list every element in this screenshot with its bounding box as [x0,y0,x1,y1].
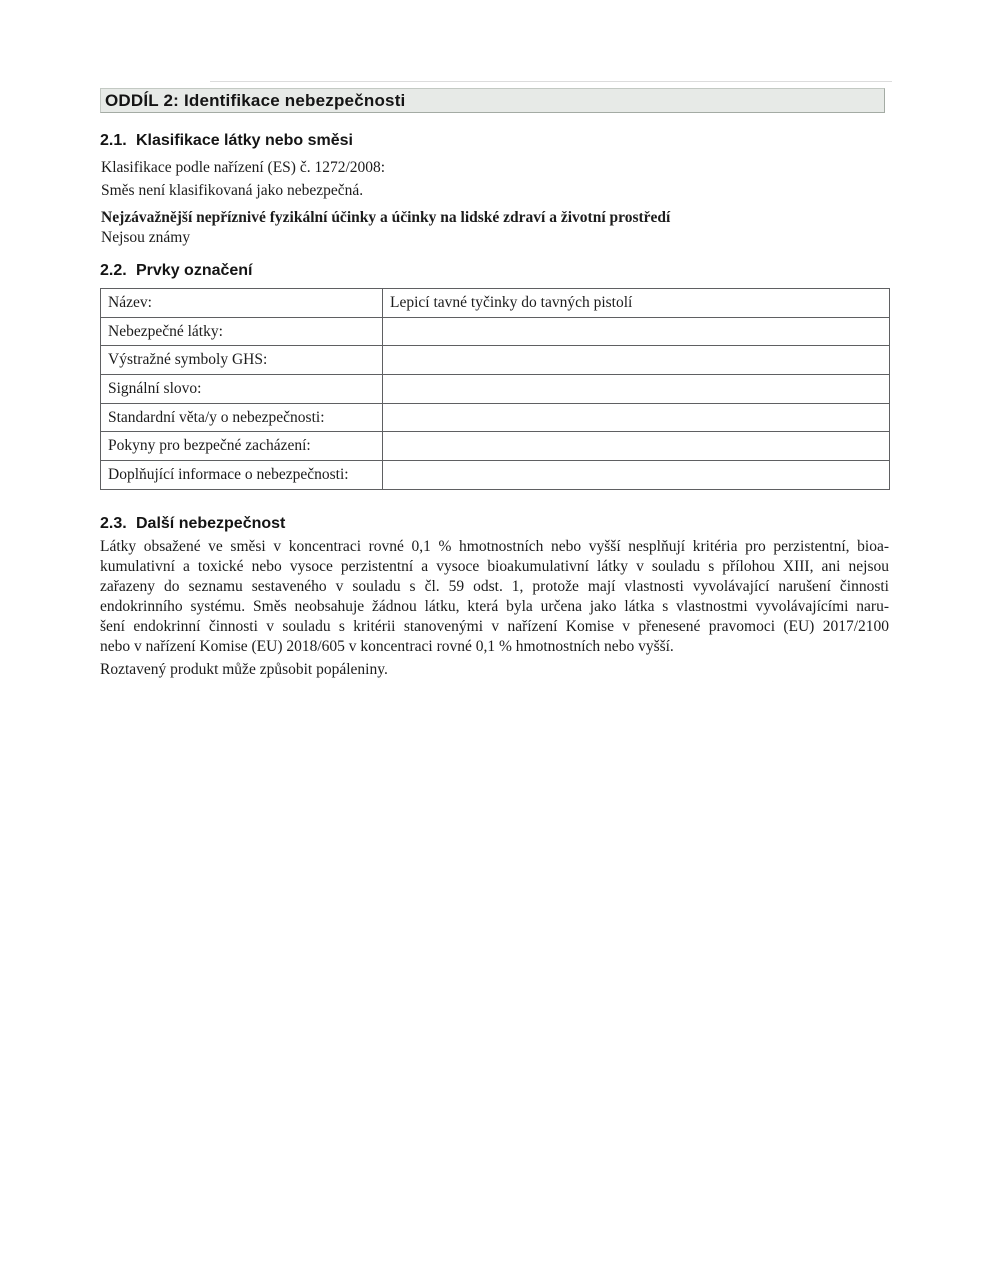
classification-intro-text: Klasifikace podle nařízení (ES) č. 1272/2008: [101,159,386,176]
table-value-cell [383,432,890,461]
paragraph-line: zařazeny do seznamu sestaveného v souladu s čl. 59 odst. 1, protože mají vlastnosti vyvolávající narušení činnosti [100,578,889,595]
table-label-cell: Doplňující informace o nebezpečnosti: [101,461,383,490]
table-label-cell: Signální slovo: [101,375,383,404]
table-row [101,403,890,432]
molten-product-warning: Roztavený produkt může způsobit popáleniny. [100,661,388,678]
heading-2-3-title: Další nebezpečnost [136,515,286,532]
adverse-effects-heading: Nejzávažnější nepříznivé fyzikální účinky a účinky na lidské zdraví a životní prostředí [101,209,671,226]
table-row [101,317,890,346]
table-row [101,289,890,318]
adverse-effects-value: Nejsou známy [101,229,191,246]
heading-2-2 [100,262,253,280]
table-value-cell [383,346,890,375]
heading-2-3-number: 2.3. [100,515,127,532]
table-row [101,432,890,461]
page-top-artifact-line [210,81,892,82]
table-value-cell [383,461,890,490]
table-row [101,375,890,404]
table-row [101,346,890,375]
table-value-cell: Lepicí tavné tyčinky do tavných pistolí [383,289,890,318]
other-hazards-paragraph [100,537,889,657]
heading-2-1-number: 2.1. [100,132,127,149]
table-value-cell [383,375,890,404]
heading-2-1 [100,132,353,150]
paragraph-line: kumulativní a toxické nebo vysoce perzistentní a vysoce bioakumulativní látky v souladu s přílohou XIII, ani nejsou [100,558,889,575]
table-value-cell [383,317,890,346]
table-label-cell: Výstražné symboly GHS: [101,346,383,375]
table-row [101,461,890,490]
table-label-cell: Standardní věta/y o nebezpečnosti: [101,403,383,432]
section-2-header-bar [100,88,885,113]
paragraph-line: nebo v nařízení Komise (EU) 2018/605 v koncentraci rovné 0,1 % hmotnostních nebo vyšší. [100,638,674,655]
table-label-cell: Pokyny pro bezpečné zacházení: [101,432,383,461]
classification-result-text: Směs není klasifikovaná jako nebezpečná. [101,182,364,199]
table-value-cell [383,403,890,432]
heading-2-2-title: Prvky označení [136,262,253,279]
heading-2-2-number: 2.2. [100,262,127,279]
section-2-header-title: ODDÍL 2: Identifikace nebezpečnosti [105,91,406,110]
heading-2-1-title: Klasifikace látky nebo směsi [136,132,353,149]
table-label-cell: Název: [101,289,383,318]
heading-2-3 [100,515,285,533]
paragraph-line: šení endokrinní činnosti v souladu s kritérii stanovenými v nařízení Komise v přenesené pravomoci (EU) 2017/2100 [100,618,889,635]
paragraph-line: endokrinního systému. Směs neobsahuje žádnou látku, která byla určena jako látka s vlastnostmi vyvolávajícími naru- [100,598,889,615]
table-label-cell: Nebezpečné látky: [101,317,383,346]
paragraph-line: Látky obsažené ve směsi v koncentraci rovné 0,1 % hmotnostních nebo vyšší nesplňují kritéria pro perzistentní, bioa- [100,538,889,555]
labelling-elements-table [100,288,890,490]
